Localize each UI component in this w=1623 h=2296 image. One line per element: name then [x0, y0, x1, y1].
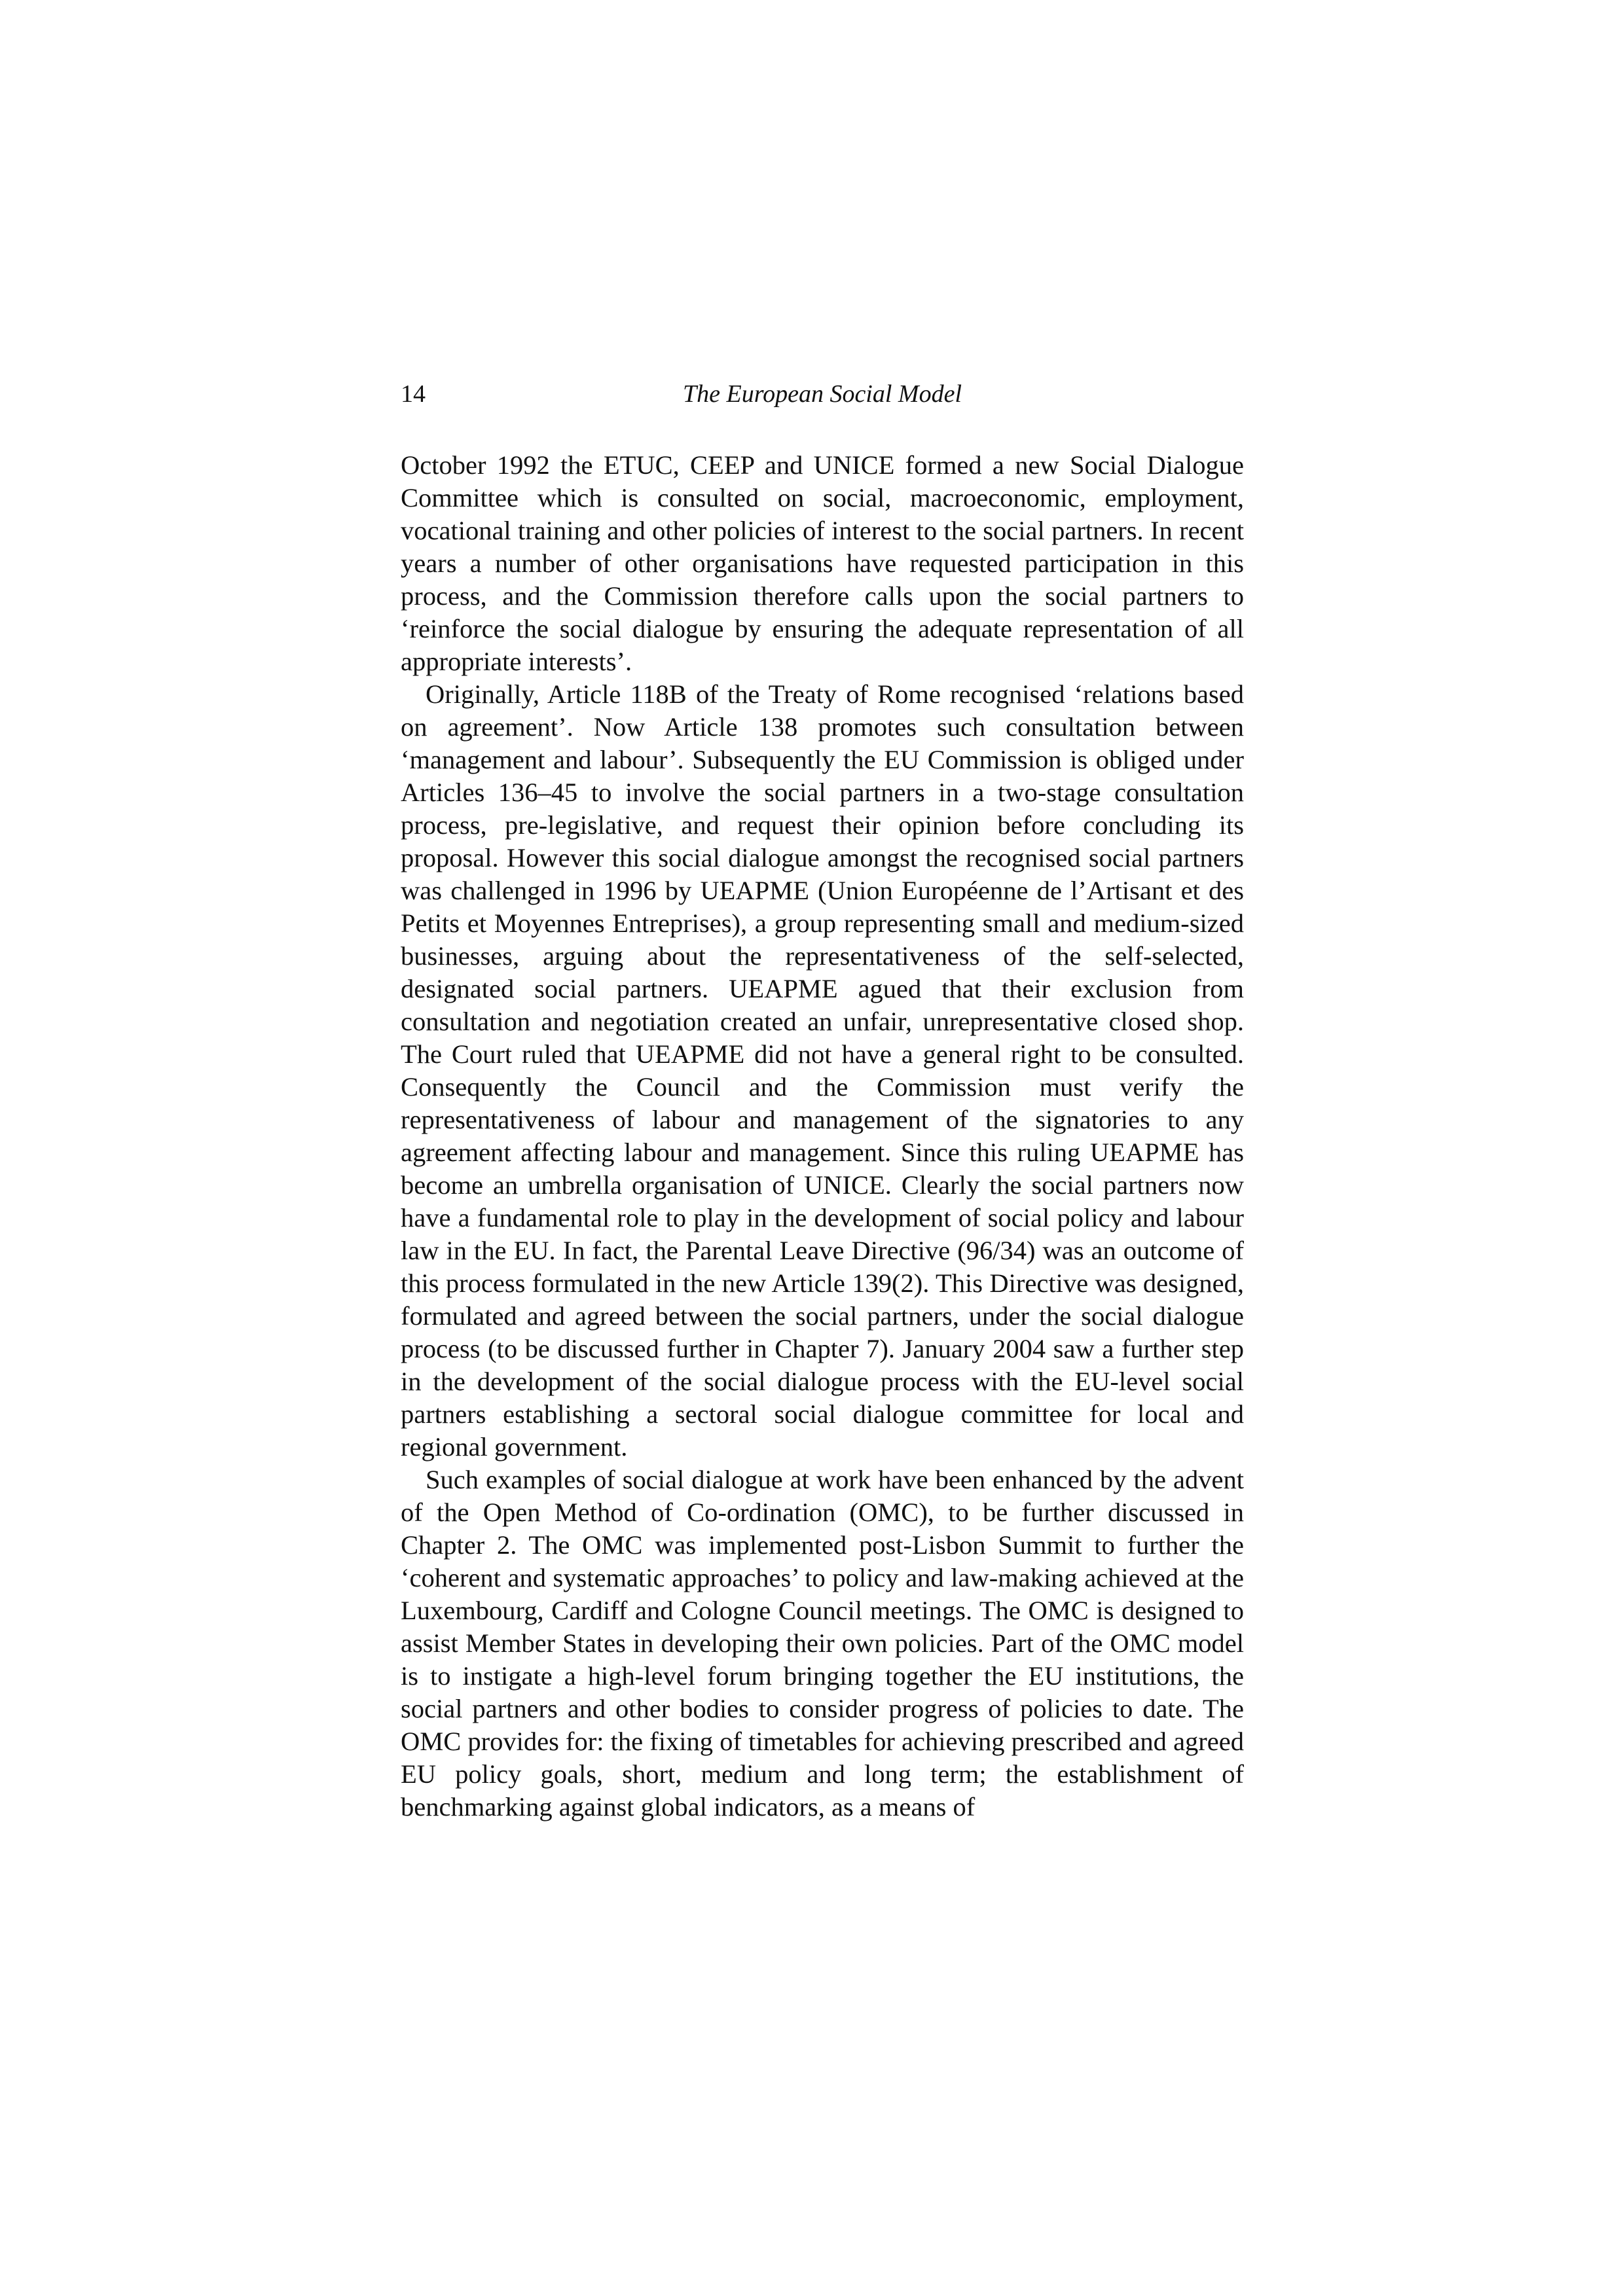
paragraph-continued: October 1992 the ETUC, CEEP and UNICE formed a new Social Dialogue Committee which is consulted on social, macroeconomic, employment, vocational training and other policies of interest to the social partners. In recent years a number of other organisations have requested participation in this process, and the Commission therefore calls upon the social partners to ‘reinforce the social dialogue by ensuring the adequate representation of all appropriate interests’.: [401, 450, 1244, 676]
page-number: 14: [401, 380, 426, 408]
paragraph: Originally, Article 118B of the Treaty of Rome recognised ‘relations based on agreement’. Now Article 138 promotes such consultation between ‘management and labour’. Subsequently the EU Commission is obliged under Articles 136–45 to involve the social partners in a two-stage consultation process, pre-legislative, and request their opinion before concluding its proposal. However this social dialogue amongst the recognised social partners was challenged in 1996 by UEAPME (Union Européenne de l’Artisant et des Petits et Moyennes Entreprises), a group representing small and medium-sized businesses, arguing about the representativeness of the self-selected, designated social partners. UEAPME agued that their exclusion from consultation and negotiation created an unfair, unrepresentative closed shop. The Court ruled that UEAPME did not have a general right to be consulted. Consequently the Council and the Commission must verify the representativeness of labour and management of the signatories to any agreement affecting labour and management. Since this ruling UEAPME has become an umbrella organisation of UNICE. Clearly the social partners now have a fundamental role to play in the development of social policy and labour law in the EU. In fact, the Parental Leave Directive (96/34) was an outcome of this process formulated in the new Article 139(2). This Directive was designed, formulated and agreed between the social partners, under the social dialogue process (to be discussed further in Chapter 7). January 2004 saw a further step in the development of the social dialogue process with the EU-level social partners establishing a sectoral social dialogue committee for local and regional government.: [401, 679, 1244, 1462]
running-head: [401, 378, 1244, 410]
text-block: [401, 378, 1244, 1823]
body-text: [401, 449, 1244, 1823]
paragraph: Such examples of social dialogue at work have been enhanced by the advent of the Open Method of Co-ordination (OMC), to be further discussed in Chapter 2. The OMC was implemented post-Lisbon Summit to further the ‘coherent and systematic approaches’ to policy and law-making achieved at the Luxembourg, Cardiff and Cologne Council meetings. The OMC is designed to assist Member States in developing their own policies. Part of the OMC model is to instigate a high-level forum bringing together the EU institutions, the social partners and other bodies to consider progress of policies to date. The OMC provides for: the fixing of timetables for achieving prescribed and agreed EU policy goals, short, medium and long term; the establishment of benchmarking against global indicators, as a means of: [401, 1465, 1244, 1821]
running-title: The European Social Model: [682, 380, 962, 408]
